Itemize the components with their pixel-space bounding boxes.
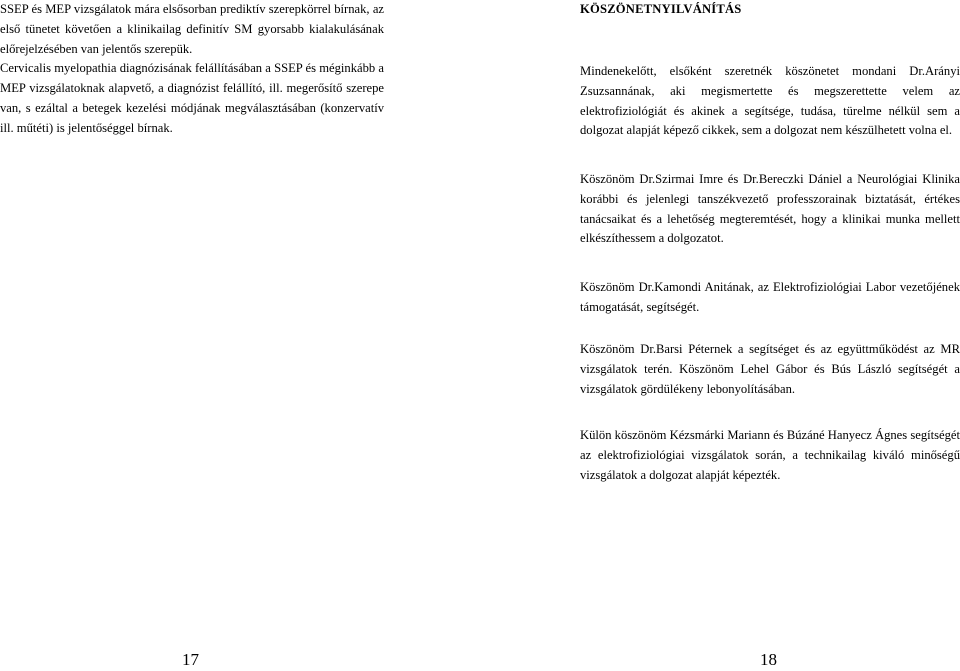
left-line-1: SSEP és MEP vizsgálatok mára elsősorban prediktív szerepkörrel bírnak, az [0,2,384,16]
acknowledgement-paragraph-5 [580,426,960,485]
left-line-3: előrejelzésében van jelentős szerepük. [0,41,193,56]
acknowledgements-heading: KÖSZÖNETNYILVÁNÍTÁS [580,2,742,16]
para1-line-2: Zsuzsannának, aki megismertette és megszerettette velem az [580,83,960,98]
para1-line-1: Mindenekelőtt, elsőként szeretnék köszönetet mondani Dr.Arányi [580,64,960,78]
page-number-left: 17 [182,650,199,669]
para2-line-1: Köszönöm Dr.Szirmai Imre és Dr.Bereczki Dániel a Neurológiai Klinika [580,172,960,186]
para5-line-1: Külön köszönöm Kézsmárki Mariann és Búzáné Hanyecz Ágnes segítségét [580,428,960,442]
para3-line-1: Köszönöm Dr.Kamondi Anitának, az Elektrofiziológiai Labor vezetőjének [580,280,960,294]
para2-line-3: tanácsaikat és a lehetőség megteremtését, hogy a klinikai munka mellett [580,211,960,226]
left-line-2: első tünetet követően a klinikailag definitív SM gyorsabb kialakulásának [0,21,384,36]
left-line-6: van, s ezáltal a betegek kezelési módjának megválasztásában (konzervatív [0,100,384,115]
para1-line-3: elektrofiziológiát és akinek a segítsége, tudása, türelme nélkül sem a [580,103,960,118]
para5-line-2: az elektrofiziológiai vizsgálatok során, a technikailag kiváló minőségű [580,447,960,462]
acknowledgement-paragraph-3 [580,278,960,318]
right-page [580,0,960,671]
acknowledgement-paragraph-1 [580,62,960,141]
para2-line-4: elkészíthessem a dolgozatot. [580,231,724,246]
para5-line-3: vizsgálatok a dolgozat alapját képezték. [580,467,781,482]
para4-line-2: vizsgálatok terén. Köszönöm Lehel Gábor és Bús László segítségét a [580,361,960,376]
para1-line-4: dolgozat alapját képező cikkek, sem a dolgozat nem készülhetett volna el. [580,123,953,138]
acknowledgement-paragraph-2 [580,170,960,249]
left-page [0,0,390,671]
para4-line-1: Köszönöm Dr.Barsi Péternek a segítséget és az együttműködést az MR [580,342,960,356]
left-line-7: ill. műtéti) is jelentőséggel bírnak. [0,120,173,135]
left-line-4: Cervicalis myelopathia diagnózisának felállításában a SSEP és méginkább a [0,61,384,76]
left-page-body [0,0,384,139]
para2-line-2: korábbi és jelenlegi tanszékvezető professzorainak biztatását, értékes [580,191,960,206]
left-line-5: MEP vizsgálatoknak alapvető, a diagnózist felállító, ill. megerősítő szerepe [0,81,384,96]
para4-line-3: vizsgálatok gördülékeny lebonyolításában. [580,381,796,396]
page-number-right: 18 [760,650,777,669]
para3-line-2: támogatását, segítségét. [580,299,700,314]
acknowledgement-paragraph-4 [580,340,960,399]
